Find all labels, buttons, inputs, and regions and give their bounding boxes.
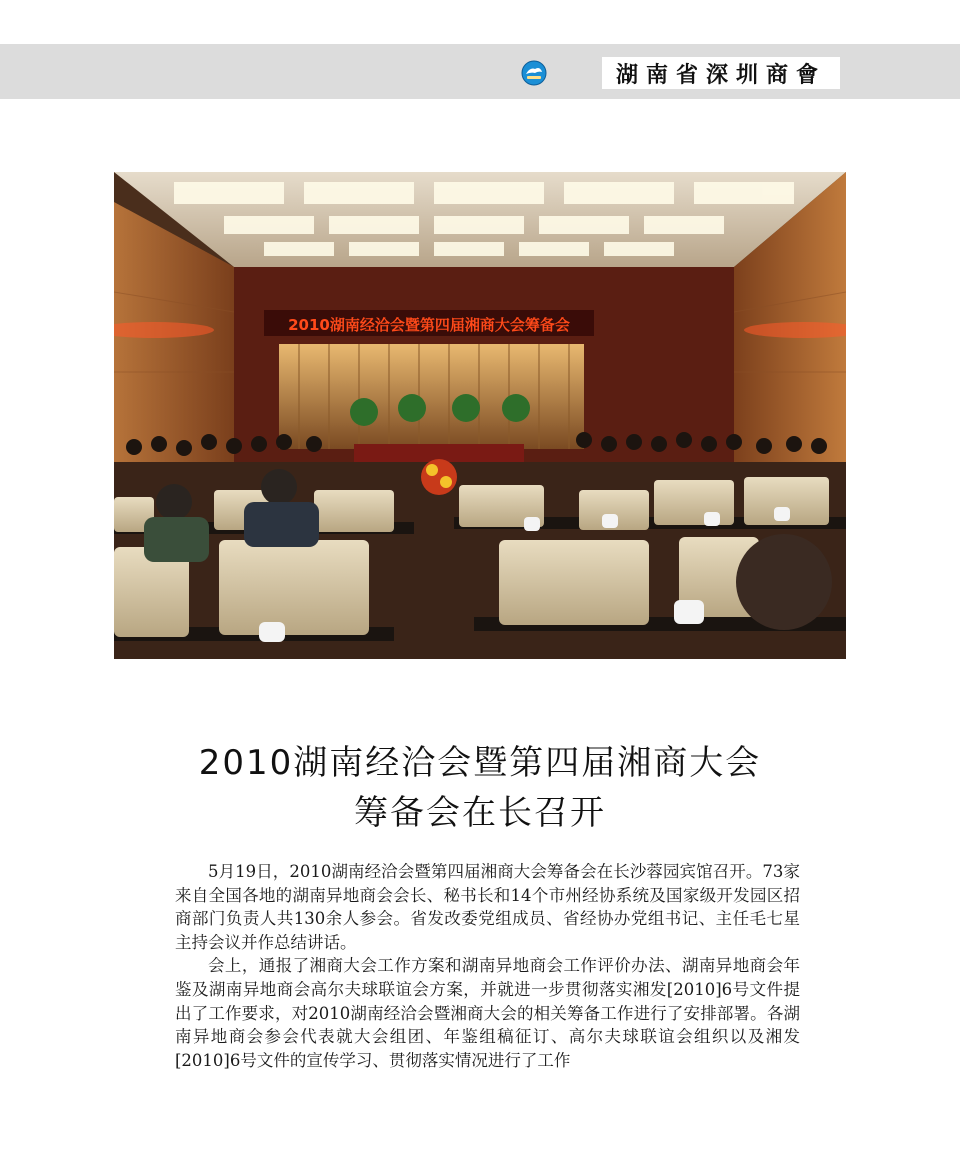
- article-title-line-1: 2010湖南经洽会暨第四届湘商大会: [198, 743, 762, 783]
- article-body: [175, 860, 800, 1072]
- conference-photo: [114, 172, 846, 659]
- article-title-line-2: 筹备会在长召开: [354, 793, 606, 833]
- chamber-logo-icon: [521, 60, 547, 86]
- article-title: [100, 738, 860, 838]
- banner-text: 2010湖南经洽会暨第四届湘商大会筹备会: [288, 316, 570, 334]
- header-org-name: 湖南省深圳商會: [602, 57, 840, 89]
- article-paragraph-2: 会上，通报了湘商大会工作方案和湖南异地商会工作评价办法、湖南异地商会年鉴及湖南异地商会高尔夫球联谊会方案，并就进一步贯彻落实湘发[2010]6号文件提出了工作要求，对2010湖南经洽会暨湘商大会的相关筹备工作进行了安排部署。各湖南异地商会参会代表就大会组团、年鉴组稿征订、高尔夫球联谊会组织以及湘发[2010]6号文件的宣传学习、贯彻落实情况进行了工作: [175, 956, 800, 1070]
- article-paragraph-1: 5月19日，2010湖南经洽会暨第四届湘商大会筹备会在长沙蓉园宾馆召开。73家来自全国各地的湖南异地商会会长、秘书长和14个市州经协系统及国家级开发园区招商部门负责人共130余人参会。省发改委党组成员、省经协办党组书记、主任毛七星主持会议并作总结讲话。: [175, 862, 800, 952]
